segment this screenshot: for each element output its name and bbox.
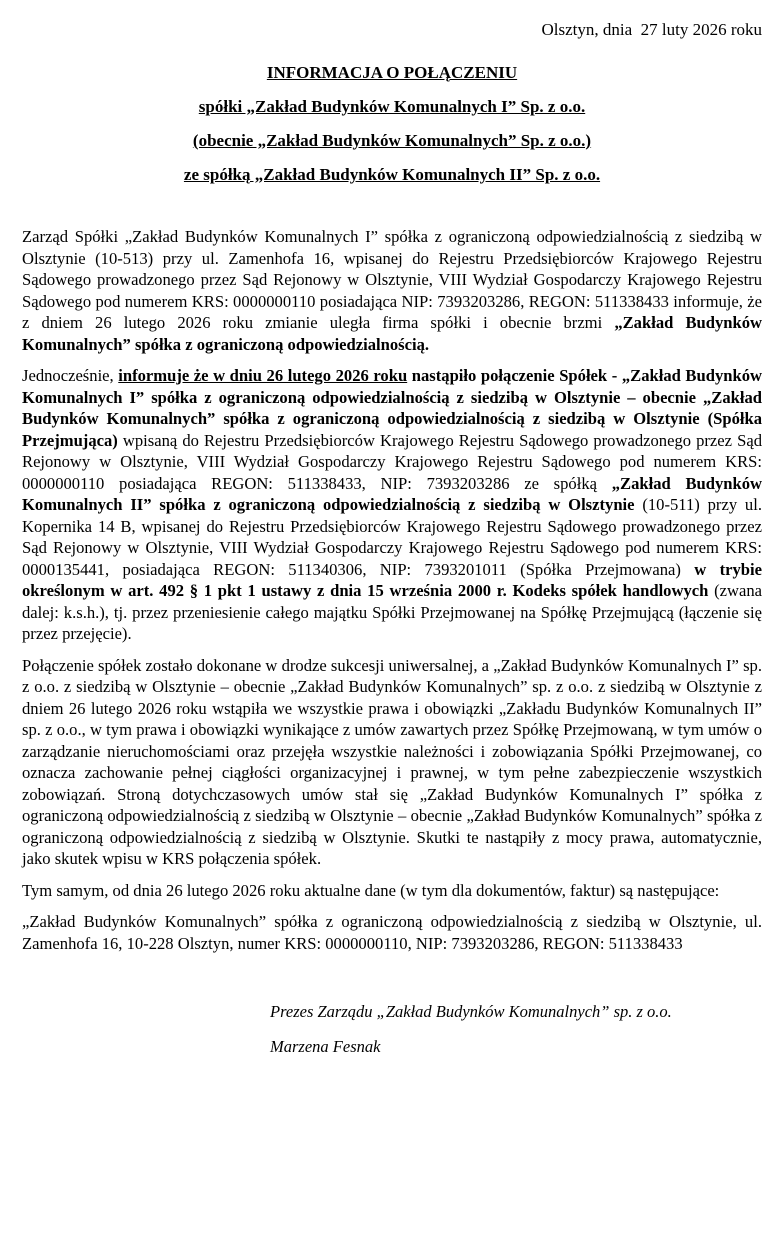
text-run: „Zakład Budynków Komunalnych” spółka z ograniczoną odpowiedzialnością. bbox=[22, 313, 762, 354]
text-run: nastąpiło połączenie Spółek - „Zakład Budynków Komunalnych I” spółka z ograniczoną odpowiedzialnością z siedzibą w Olsztynie – obecnie „Zakład Budynków Komunalnych” spółka z ograniczoną odpowiedzialnością z siedzibą w Olsztynie (Spółka Przejmująca) bbox=[22, 366, 762, 450]
text-run: Połączenie spółek zostało dokonane w drodze sukcesji uniwersalnej, a „Zakład Budynków Komunalnych I” sp. z o.o. z siedzibą w Olsztynie – obecnie „Zakład Budynków Komunalnych” sp. z o.o. z siedzibą w Olsztynie z dniem 26 lutego 2026 roku wstąpiła we wszystkie prawa i obowiązki „Zakładu Budynków Komunalnych II” sp. z o.o., w tym prawa i obowiązki wynikające z umów zawartych przez Spółkę Przejmowaną, w tym umów o zarządzanie nieruchomościami oraz przejęła wszystkie należności i zobowiązania Spółki Przejmowanej, co oznacza zachowanie pełnej ciągłości organizacyjnej i prawnej, w tym pełne zabezpieczenie wszystkich zobowiązań. Stroną dotychczasowych umów stał się „Zakład Budynków Komunalnych I” spółka z ograniczoną odpowiedzialnością z siedzibą w Olsztynie – obecnie „Zakład Budynków Komunalnych” spółka z ograniczoną odpowiedzialnością z siedzibą w Olsztynie. Skutki te nastąpiły z mocy prawa, automatycznie, jako skutek wpisu w KRS połączenia spółek. bbox=[22, 655, 762, 868]
paragraph-1 bbox=[22, 226, 762, 355]
text-run: (zwana dalej: k.s.h.), tj. przez przeniesienie całego majątku Spółki Przejmowanej na Spółkę Przejmującą (łączenie się przez przejęcie). bbox=[22, 581, 762, 643]
document-title-line: (obecnie „Zakład Budynków Komunalnych” Sp. z o.o.) bbox=[192, 131, 592, 150]
text-run: informuje że w dniu 26 lutego 2026 roku bbox=[118, 366, 408, 385]
paragraph-4 bbox=[22, 880, 762, 902]
document-title bbox=[22, 56, 762, 192]
text-run: wpisaną do Rejestru Przedsiębiorców Krajowego Rejestru Sądowego prowadzonego przez Sąd Rejonowy w Olsztynie, VIII Wydział Gospodarczy Krajowego Rejestru Sądowego pod numerem KRS: 0000000110 posiadająca REGON: 511338433, NIP: 7393203286 ze spółką bbox=[22, 430, 762, 493]
document-title-line: INFORMACJA O POŁĄCZENIU bbox=[266, 63, 518, 82]
text-run: „Zakład Budynków Komunalnych” spółka z ograniczoną odpowiedzialnością z siedzibą w Olsztynie, ul. Zamenhofa 16, 10-228 Olsztyn, numer KRS: 0000000110, NIP: 7393203286, REGON: 511338433 bbox=[22, 912, 762, 953]
paragraph-5 bbox=[22, 911, 762, 954]
signature-name: Marzena Fesnak bbox=[270, 1037, 381, 1056]
paragraph-2 bbox=[22, 365, 762, 645]
document-body bbox=[22, 226, 762, 954]
signature-role: Prezes Zarządu „Zakład Budynków Komunalnych” sp. z o.o. bbox=[270, 1002, 672, 1021]
text-run: Jednocześnie, bbox=[22, 366, 119, 385]
date-line: Olsztyn, dnia 27 luty 2026 roku bbox=[541, 20, 762, 39]
signature-block bbox=[270, 994, 762, 1064]
text-run: w trybie określonym w art. 492 § 1 pkt 1 ustawy z dnia 15 września 2000 r. Kodeks spółek handlowych bbox=[22, 559, 763, 600]
text-run: Tym samym, od dnia 26 lutego 2026 roku aktualne dane (w tym dla dokumentów, faktur) są następujące: bbox=[22, 880, 720, 900]
text-run: „Zakład Budynków Komunalnych II” spółka z ograniczoną odpowiedzialnością z siedzibą w Olsztynie bbox=[22, 473, 763, 514]
document-title-line: spółki „Zakład Budynków Komunalnych I” Sp. z o.o. bbox=[198, 97, 586, 116]
text-run: Zarząd Spółki „Zakład Budynków Komunalnych I” spółka z ograniczoną odpowiedzialnością z siedzibą w Olsztynie (10-513) przy ul. Zamenhofa 16, wpisanej do Rejestru Przedsiębiorców Krajowego Rejestru Sądowego prowadzonego przez Sąd Rejonowy w Olsztynie, VIII Wydział Gospodarczy Krajowego Rejestru Sądowego pod numerem KRS: 0000000110 posiadająca NIP: 7393203286, REGON: 511338433 informuje, że z dniem 26 lutego 2026 roku zmianie uległa firma spółki i obecnie brzmi bbox=[22, 227, 762, 332]
paragraph-3 bbox=[22, 655, 762, 870]
text-run: (10-511) przy ul. Kopernika 14 B, wpisanej do Rejestru Przedsiębiorców Krajowego Rejestru Sądowego prowadzonego przez Sąd Rejonowy w Olsztynie, VIII Wydział Gospodarczy Krajowego Rejestru Sądowego pod numerem KRS: 0000135441, posiadająca REGON: 511340306, NIP: 7393201011 (Spółka Przejmowana) bbox=[22, 495, 762, 579]
document-title-line: ze spółką „Zakład Budynków Komunalnych II” Sp. z o.o. bbox=[183, 165, 601, 184]
